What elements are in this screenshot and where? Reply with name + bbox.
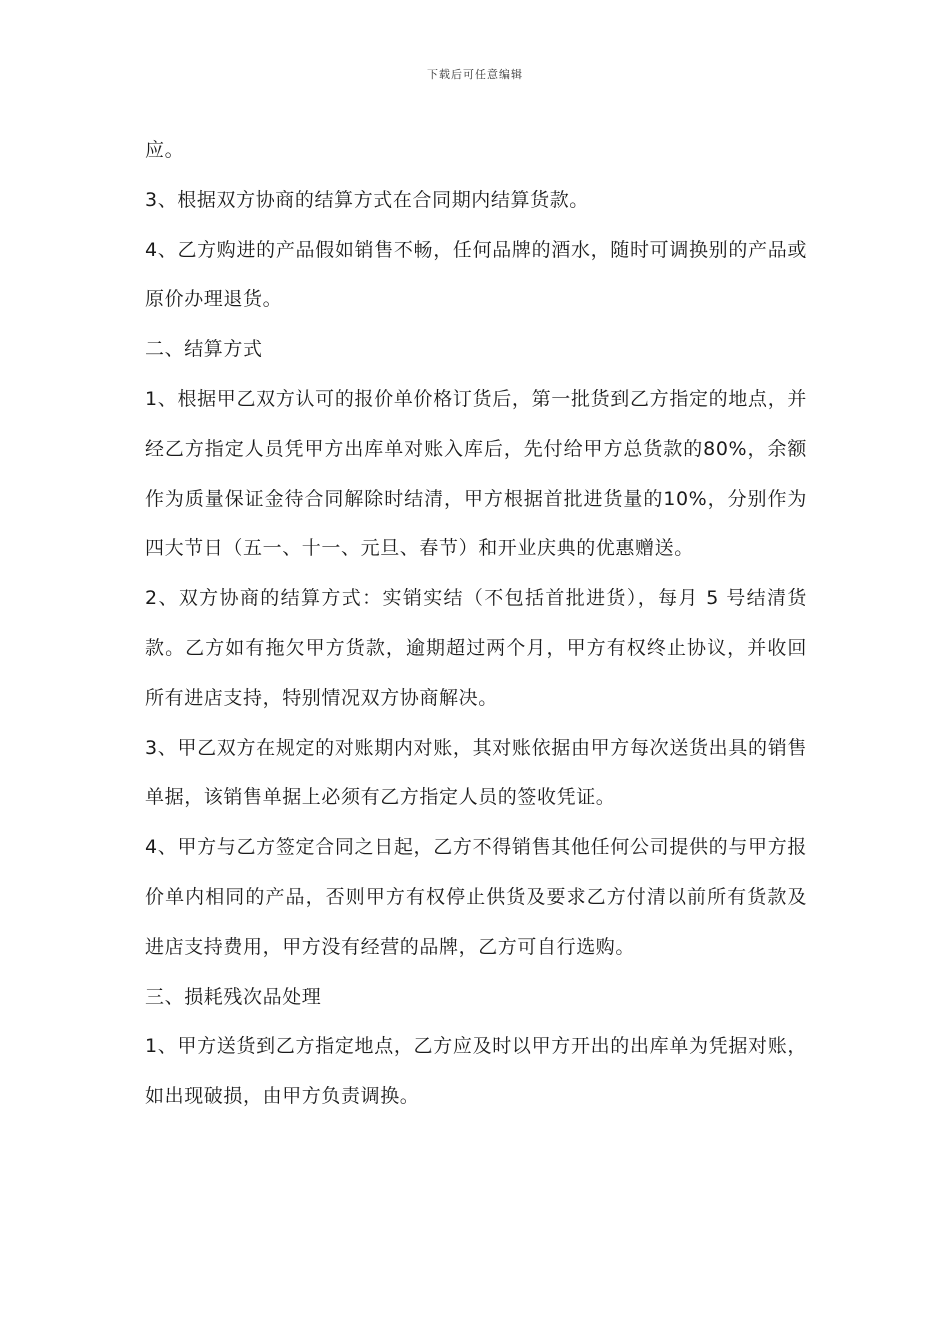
paragraph-settlement-1: 1、根据甲乙双方认可的报价单价格订货后，第一批货到乙方指定的地点，并经乙方指定人员凭甲方出库单对账入库后，先付给甲方总货款的80%，余额作为质量保证金待合同解除时结清，甲方根据首批进货量的10%，分别作为四大节日（五一、十一、元旦、春节）和开业庆典的优惠赠送。 <box>145 387 807 560</box>
paragraph-settlement-3: 3、甲乙双方在规定的对账期内对账，其对账依据由甲方每次送货出具的销售单据，该销售单据上必须有乙方指定人员的签收凭证。 <box>145 736 807 809</box>
paragraph-settlement-4: 4、甲方与乙方签定合同之日起，乙方不得销售其他任何公司提供的与甲方报价单内相同的产品，否则甲方有权停止供货及要求乙方付清以前所有货款及进店支持费用，甲方没有经营的品牌，乙方可自行选购。 <box>145 836 807 958</box>
paragraph-defective-1: 1、甲方送货到乙方指定地点，乙方应及时以甲方开出的出库单为凭据对账，如出现破损，由甲方负责调换。 <box>145 1035 807 1108</box>
section-heading-settlement-method: 二、结算方式 <box>145 338 263 361</box>
paragraph-continuation: 应。 <box>145 139 185 161</box>
paragraph-clause-4-returns: 4、乙方购进的产品假如销售不畅，任何品牌的酒水，随时可调换别的产品或原价办理退货。 <box>145 238 807 311</box>
paragraph-settlement-2: 2、双方协商的结算方式：实销实结（不包括首批进货），每月 5 号结清货款。乙方如有拖欠甲方货款，逾期超过两个月，甲方有权终止协议，并收回所有进店支持，特别情况双方协商解决。 <box>145 587 807 709</box>
paragraph-clause-3-settlement: 3、根据双方协商的结算方式在合同期内结算货款。 <box>145 188 589 211</box>
document-body <box>145 126 807 1122</box>
section-heading-defective-goods: 三、损耗残次品处理 <box>145 985 322 1008</box>
header-note: 下载后可任意编辑 <box>427 68 523 81</box>
